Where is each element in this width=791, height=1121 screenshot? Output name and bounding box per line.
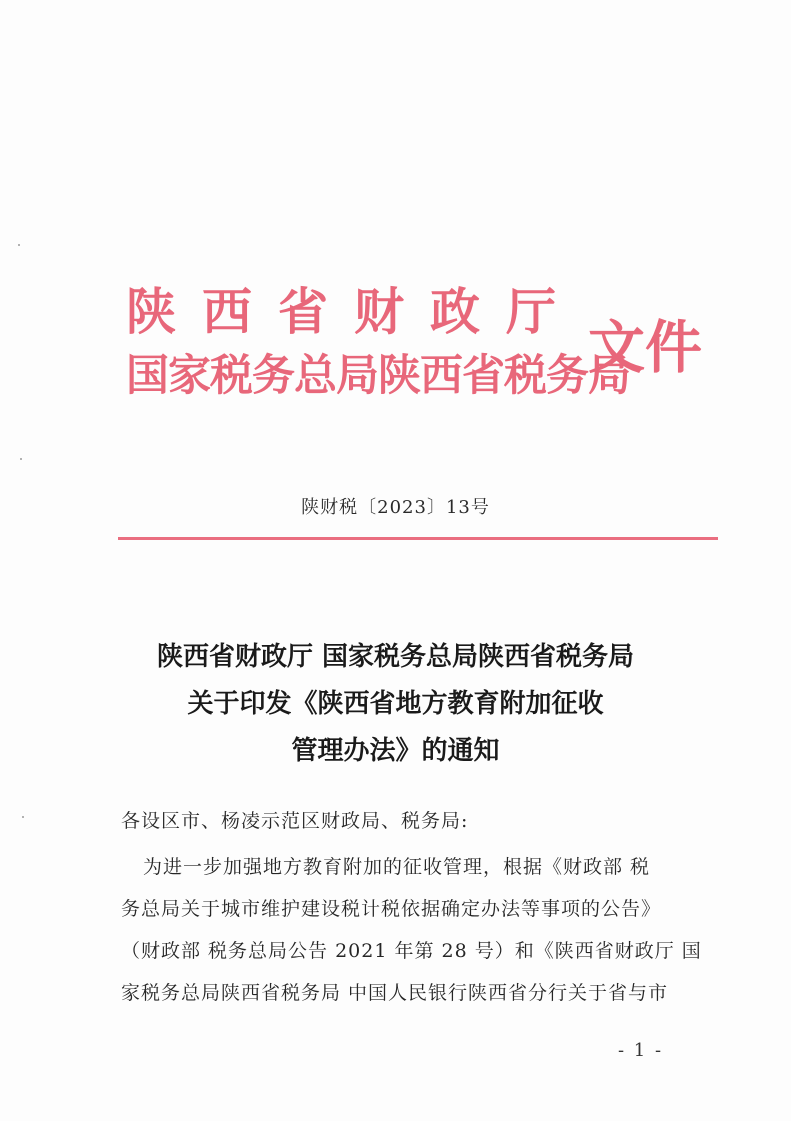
body-text-line: 务总局关于城市维护建设税计税依据确定办法等事项的公告》 (121, 898, 662, 920)
scan-speck (18, 244, 20, 246)
scan-speck (22, 816, 24, 818)
salutation: 各设区市、杨凌示范区财政局、税务局: (121, 810, 469, 832)
notice-title-line-1: 陕西省财政厅 国家税务总局陕西省税务局 (156, 642, 635, 672)
notice-title-line-2: 关于印发《陕西省地方教育附加征收 (187, 689, 604, 719)
body-text-line: 家税务总局陕西省税务局 中国人民银行陕西省分行关于省与市 (121, 982, 669, 1004)
document-suffix: 文件 (588, 314, 702, 381)
issuer-name-finance-department: 陕西省财政厅 (126, 282, 582, 341)
page-number: - 1 - (618, 1040, 664, 1061)
scan-speck (20, 458, 22, 460)
body-text-line: （财政部 税务总局公告 2021 年第 28 号）和《陕西省财政厅 国 (121, 940, 702, 962)
red-divider-line (118, 537, 718, 540)
body-text-line: 为进一步加强地方教育附加的征收管理，根据《财政部 税 (143, 856, 651, 878)
notice-title-line-3: 管理办法》的通知 (291, 736, 500, 766)
document-number: 陕财税〔2023〕13号 (301, 497, 490, 518)
issuer-name-tax-bureau: 国家税务总局陕西省税务局 (126, 351, 630, 401)
